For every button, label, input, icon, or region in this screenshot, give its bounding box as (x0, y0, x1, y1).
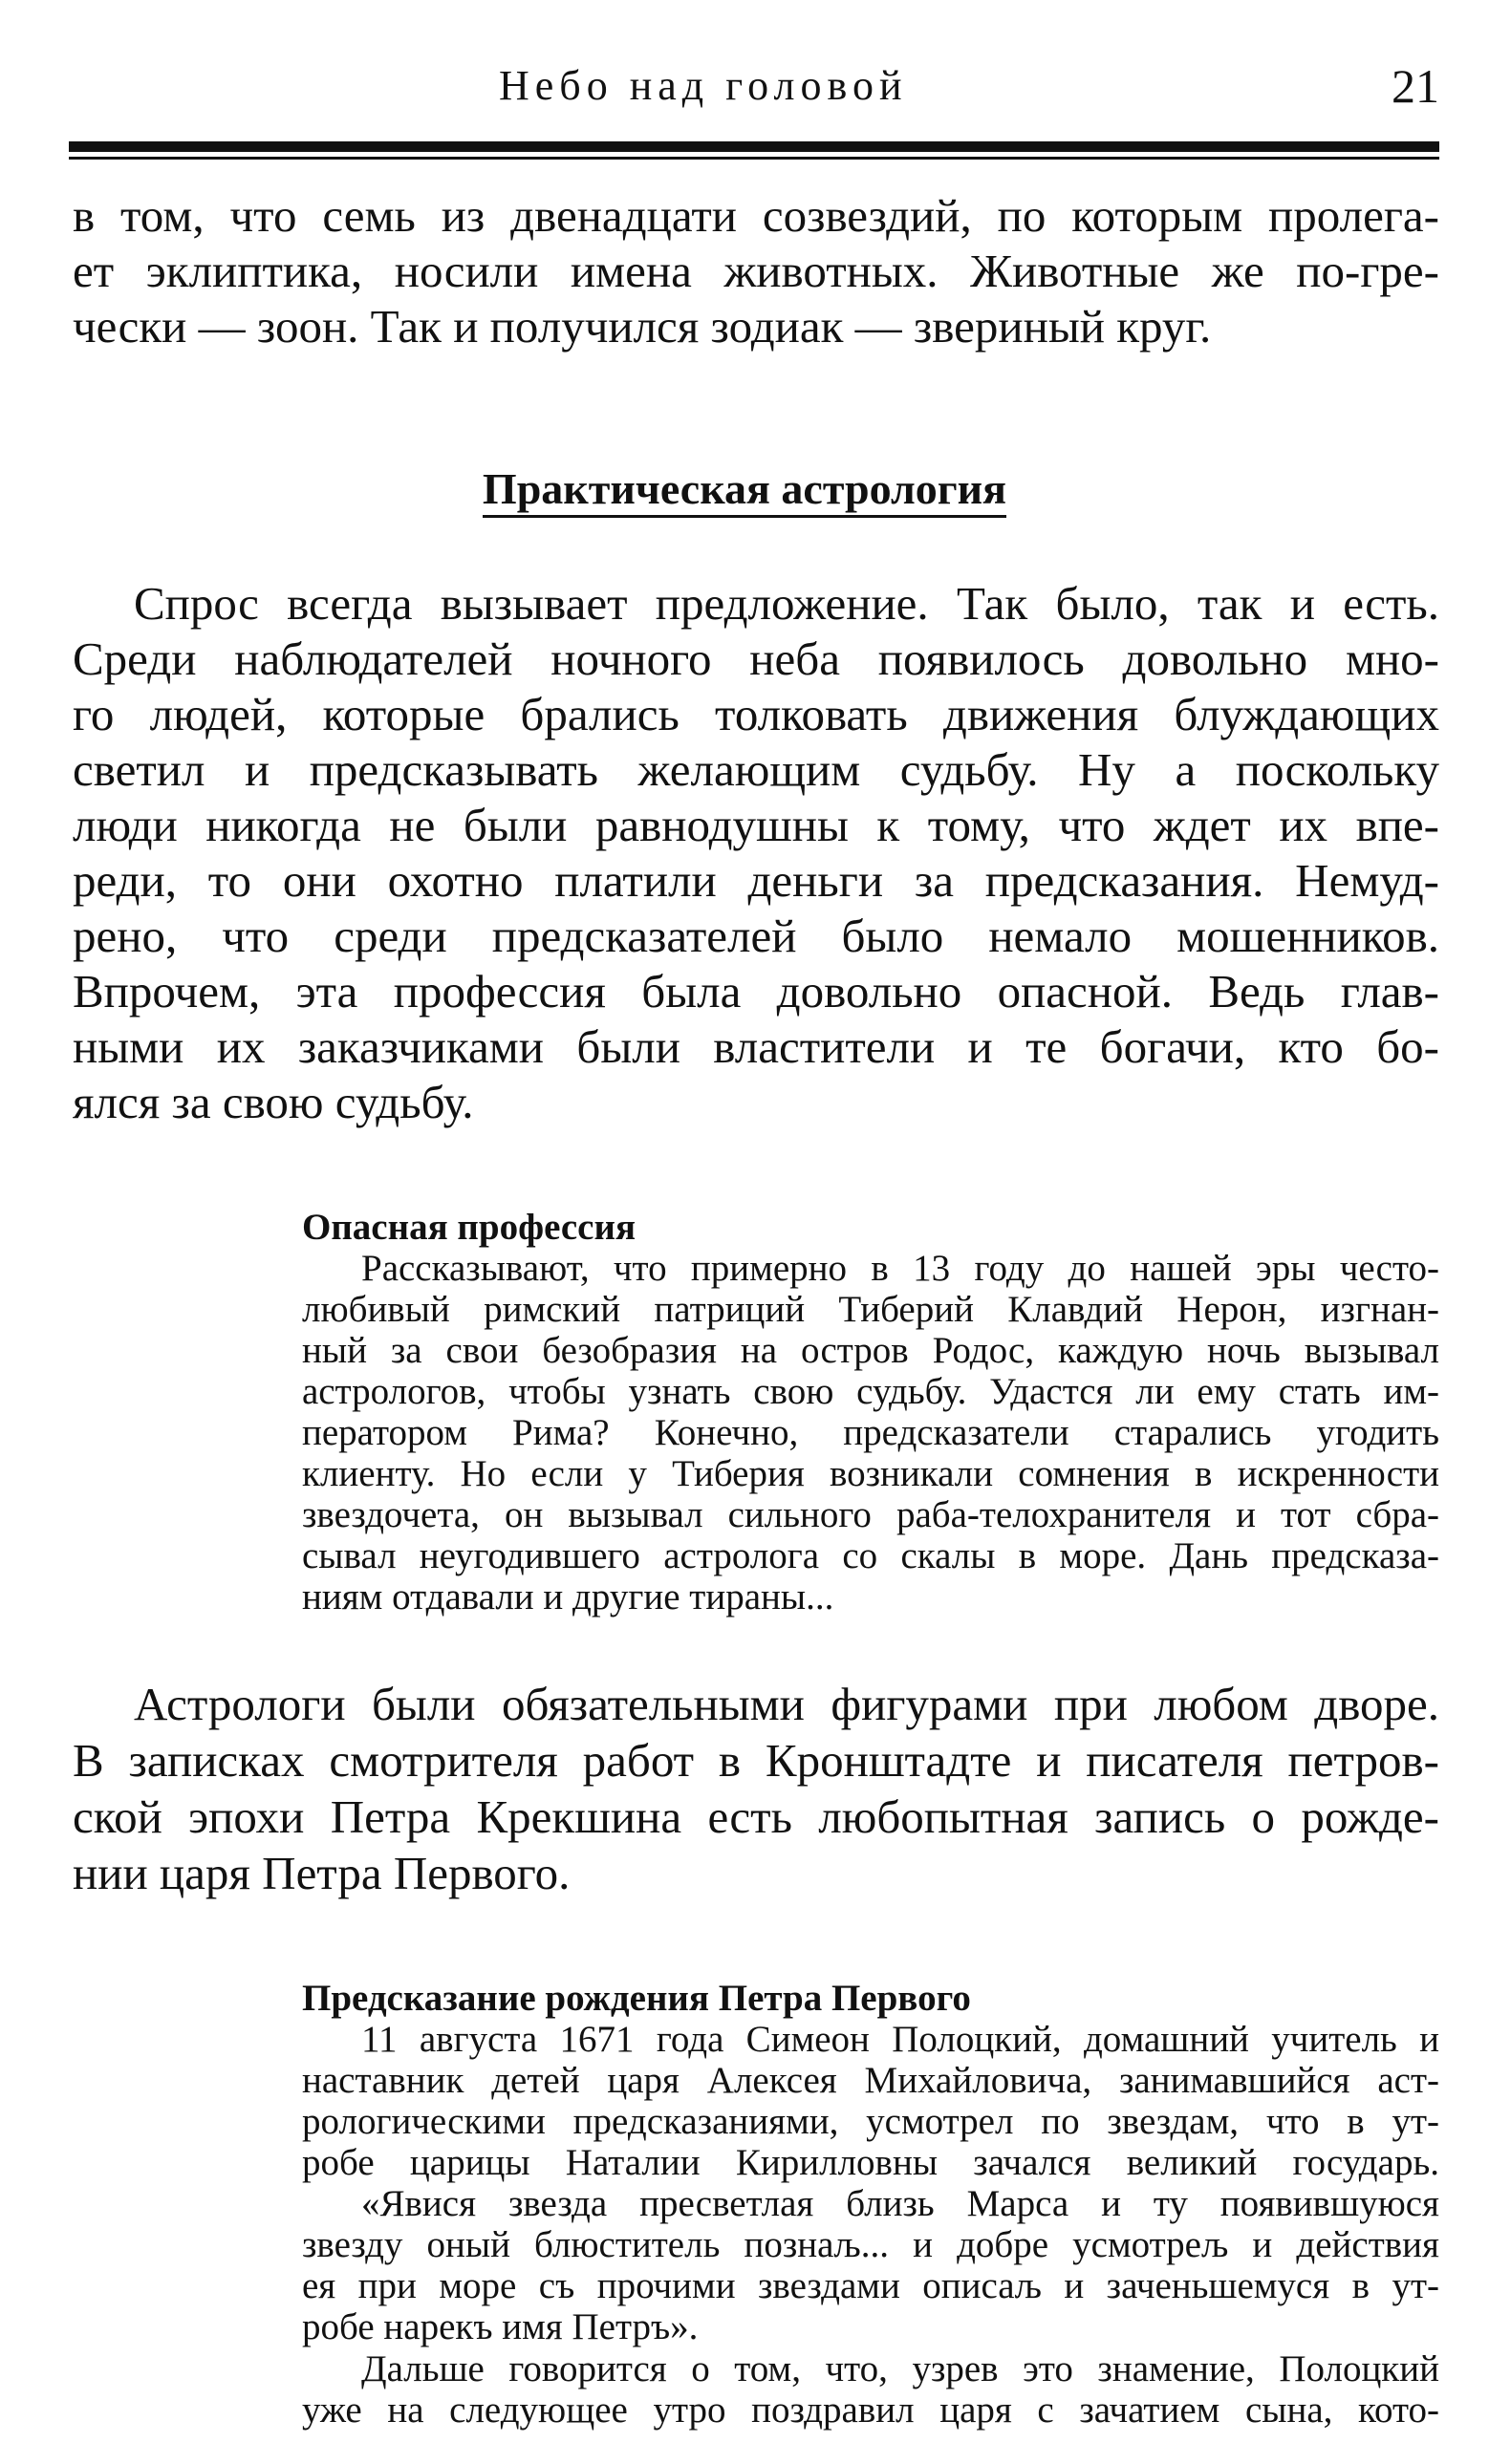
inset-line: рологическими предсказаниями, усмотрел по звездам, что в ут- (302, 2101, 1439, 2142)
paragraph-line: чески — зоон. Так и получился зодиак — звериный круг. (73, 300, 1212, 353)
inset-heading: Опасная профессия (302, 1207, 637, 1248)
inset-line: уже на следующее утро поздравил царя с зачатием сына, кото- (302, 2389, 1439, 2431)
section-heading-text: Практическая астрология (483, 464, 1006, 518)
paragraph-line: В записках смотрителя работ в Кронштадте и писателя петров- (73, 1734, 1439, 1787)
paragraph-line: в том, что семь из двенадцати созвездий, по которым пролега- (73, 189, 1439, 242)
paragraph-line: реди, то они охотно платили деньги за предсказания. Немуд- (73, 854, 1439, 907)
header-rule-thin (69, 157, 1439, 160)
section-heading (0, 461, 1489, 517)
inset-line: звезду оный блюститель познаљ... и добре усмотрељ и действия (302, 2224, 1439, 2265)
inset-line: ниям отдавали и другие тираны... (302, 1576, 834, 1618)
inset-line: робе царицы Наталии Кирилловны зачался великий государь. (302, 2142, 1439, 2183)
paragraph-line: нии царя Петра Первого. (73, 1847, 571, 1899)
paragraph-line: Впрочем, эта профессия была довольно опасной. Ведь глав- (73, 965, 1439, 1018)
inset-line: робе нарекъ имя Петръ». (302, 2306, 699, 2347)
page-number: 21 (1392, 59, 1439, 113)
inset-line: клиенту. Но если у Тиберия возникали сомнения в искренности (302, 1453, 1439, 1494)
inset-line: ея при море съ прочими звездами описаљ и заченьшемуся в ут- (302, 2265, 1439, 2306)
inset-line: Рассказывают, что примерно в 13 году до нашей эры често- (361, 1248, 1439, 1289)
paragraph-line: ской эпохи Петра Крекшина есть любопытная запись о рожде- (73, 1790, 1439, 1843)
running-title: Небо над головой (499, 62, 908, 109)
inset-line: астрологов, чтобы узнать свою судьбу. Удастся ли ему стать им- (302, 1371, 1439, 1412)
inset-line: сывал неугодившего астролога со скалы в море. Дань предсказа- (302, 1535, 1439, 1576)
inset-heading: Предсказание рождения Петра Первого (302, 1978, 971, 2019)
paragraph-line: светил и предсказывать желающим судьбу. Ну а поскольку (73, 743, 1439, 796)
inset-line: 11 августа 1671 года Симеон Полоцкий, домашний учитель и (361, 2019, 1439, 2060)
inset-line: ный за свои безобразия на остров Родос, каждую ночь вызывал (302, 1330, 1439, 1371)
inset-line: наставник детей царя Алексея Михайловича, занимавшийся аст- (302, 2060, 1439, 2101)
inset-line: любивый римский патриций Тиберий Клавдий Нерон, изгнан- (302, 1289, 1439, 1330)
inset-line: звездочета, он вызывал сильного раба-телохранителя и тот сбра- (302, 1494, 1439, 1535)
paragraph-line: люди никогда не были равнодушны к тому, что ждет их впе- (73, 799, 1439, 851)
inset-line: Дальше говорится о том, что, узрев это знамение, Полоцкий (361, 2348, 1439, 2389)
inset-line: ператором Рима? Конечно, предсказатели старались угодить (302, 1412, 1439, 1453)
inset-line: «Явися звезда пресветлая близь Марса и ту появившуюся (361, 2183, 1439, 2224)
paragraph-line: рено, что среди предсказателей было немало мошенников. (73, 910, 1439, 962)
paragraph-line: ет эклиптика, носили имена животных. Животные же по-гре- (73, 245, 1439, 297)
paragraph-line: ялся за свою судьбу. (73, 1076, 474, 1128)
paragraph-line: Среди наблюдателей ночного неба появилось довольно мно- (73, 632, 1439, 685)
paragraph-line: Астрологи были обязательными фигурами при любом дворе. (134, 1678, 1439, 1730)
paragraph-line: Спрос всегда вызывает предложение. Так было, так и есть. (134, 577, 1439, 630)
header-rule-thick (69, 141, 1439, 152)
paragraph-line: го людей, которые брались толковать движения блуждающих (73, 688, 1439, 740)
paragraph-line: ными их заказчиками были властители и те богачи, кто бо- (73, 1020, 1439, 1073)
